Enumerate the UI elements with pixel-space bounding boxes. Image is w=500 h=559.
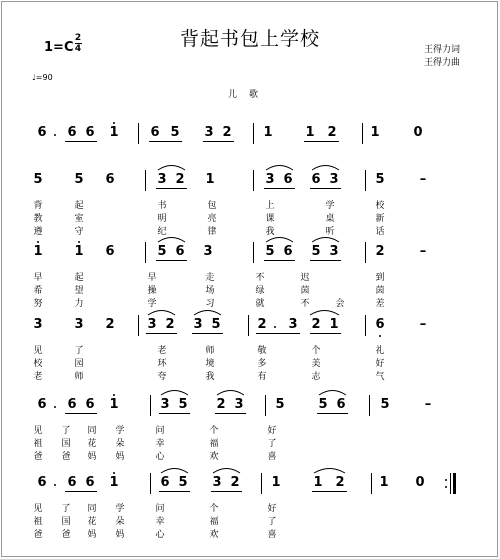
lyric-char: 幸 — [155, 517, 165, 527]
lyric-char: 见 — [33, 426, 43, 436]
note: 5 — [380, 397, 390, 412]
lyric-char: 起 — [74, 201, 84, 211]
lyric-char: 爸 — [61, 530, 71, 540]
lyric-char: 师 — [205, 346, 215, 356]
note: 1 — [109, 125, 119, 140]
note: 5 — [157, 244, 167, 259]
lyric-char: 老 — [33, 372, 43, 382]
lyric-char: 我 — [205, 372, 215, 382]
slur — [161, 391, 188, 396]
lyric-char: 习 — [205, 299, 215, 309]
lyric-char: 喜 — [267, 530, 277, 540]
lyric-char: 守 — [74, 227, 84, 237]
lyric-char: 了 — [61, 426, 71, 436]
note: 1 — [370, 125, 380, 140]
lyric-char: 花 — [87, 439, 97, 449]
lyric-char: 好 — [267, 426, 277, 436]
lyric-char: 了 — [74, 346, 84, 356]
note: 5 — [265, 244, 275, 259]
lyric-char: 有 — [257, 372, 267, 382]
note: 5 — [178, 397, 188, 412]
lyric-char: 会 — [335, 299, 345, 309]
lyric-char: 花 — [87, 517, 97, 527]
key-signature: 1=C — [44, 40, 74, 55]
lyric-char: 起 — [74, 273, 84, 283]
lyric-char: 走 — [205, 273, 215, 283]
lyric-char: 望 — [74, 286, 84, 296]
lyric-char: 了 — [267, 439, 277, 449]
lyric-char: 敬 — [257, 346, 267, 356]
note: 5 — [311, 244, 321, 259]
note: 3 — [288, 317, 298, 332]
lyric-char: 桌 — [325, 214, 335, 224]
lyric-char: 绿 — [255, 286, 265, 296]
lyric-char: 课 — [265, 214, 275, 224]
note: 5 — [74, 172, 84, 187]
note: 6 — [37, 475, 47, 490]
note: 3 — [193, 317, 203, 332]
lyric-char: 朵 — [115, 517, 125, 527]
lyric-char: 朵 — [115, 439, 125, 449]
lyric-char: 上 — [265, 201, 275, 211]
lyric-char: 心 — [155, 452, 165, 462]
lyric-char: 我 — [265, 227, 275, 237]
lyric-char: 福 — [209, 439, 219, 449]
lyric-char: 见 — [33, 346, 43, 356]
note: 2 — [105, 317, 115, 332]
note: 6 — [375, 317, 385, 332]
tempo-marking: ♩=90 — [32, 73, 53, 82]
note: 2 — [165, 317, 175, 332]
lyric-char: 力 — [74, 299, 84, 309]
lyric-char: 爸 — [61, 452, 71, 462]
note: 5 — [375, 172, 385, 187]
lyricist: 王得力词 — [424, 45, 461, 55]
lyric-char: 了 — [267, 517, 277, 527]
lyric-char: 个 — [209, 426, 219, 436]
slur — [194, 311, 221, 316]
note: 2 — [335, 475, 345, 490]
note: 2 — [327, 125, 337, 140]
meter-top: 2 — [74, 33, 82, 43]
note: 3 — [329, 244, 339, 259]
slur — [310, 311, 339, 316]
note: 6 — [105, 172, 115, 187]
note: 6 — [283, 172, 293, 187]
slur — [319, 391, 346, 396]
note: 5 — [318, 397, 328, 412]
lyric-char: 福 — [209, 517, 219, 527]
note: 0 — [415, 475, 425, 490]
lyric-char: 包 — [207, 201, 217, 211]
slur — [161, 469, 188, 474]
note: 6 — [175, 244, 185, 259]
lyric-char: 不 — [255, 273, 265, 283]
note: 3 — [157, 172, 167, 187]
lyric-char: 师 — [74, 372, 84, 382]
lyric-char: 幸 — [155, 439, 165, 449]
lyric-char: 问 — [155, 504, 165, 514]
lyric-char: 欢 — [209, 530, 219, 540]
note: 1 — [271, 475, 281, 490]
lyric-char: 环 — [157, 359, 167, 369]
lyric-char: 校 — [375, 201, 385, 211]
lyric-char: 园 — [74, 359, 84, 369]
note: 6 — [37, 125, 47, 140]
lyric-char: 早 — [147, 273, 157, 283]
lyric-char: 祖 — [33, 517, 43, 527]
lyric-char: 律 — [207, 227, 217, 237]
lyric-char: 夸 — [157, 372, 167, 382]
note: – — [424, 397, 432, 412]
note: 6 — [160, 475, 170, 490]
lyric-char: 努 — [33, 299, 43, 309]
lyric-char: 志 — [311, 372, 321, 382]
lyric-char: 妈 — [87, 452, 97, 462]
note: 3 — [234, 397, 244, 412]
note: 2 — [257, 317, 267, 332]
lyric-char: 好 — [267, 504, 277, 514]
lyric-char: 妈 — [87, 530, 97, 540]
lyric-char: 学 — [115, 426, 125, 436]
note: 5 — [178, 475, 188, 490]
note: – — [419, 244, 427, 259]
note: 3 — [74, 317, 84, 332]
lyric-char: 气 — [375, 372, 385, 382]
lyric-char: 场 — [205, 286, 215, 296]
lyric-char: 欢 — [209, 452, 219, 462]
lyric-char: 话 — [375, 227, 385, 237]
note: 1 — [313, 475, 323, 490]
note: 6 — [105, 244, 115, 259]
lyric-char: 纪 — [157, 227, 167, 237]
lyric-char: 心 — [155, 530, 165, 540]
note: 1 — [109, 397, 119, 412]
lyric-char: 到 — [375, 273, 385, 283]
note: – — [419, 172, 427, 187]
note: 1 — [109, 475, 119, 490]
note: 1 — [379, 475, 389, 490]
note: 2 — [311, 317, 321, 332]
slur — [312, 166, 339, 171]
lyric-char: 美 — [311, 359, 321, 369]
lyric-char: 爸 — [33, 530, 43, 540]
lyric-char: 教 — [33, 214, 43, 224]
note: 3 — [204, 125, 214, 140]
note: 3 — [160, 397, 170, 412]
lyric-char: 国 — [61, 439, 71, 449]
lyric-char: 个 — [311, 346, 321, 356]
lyric-char: 好 — [375, 359, 385, 369]
lyric-char: 就 — [255, 299, 265, 309]
lyric-char: 遵 — [33, 227, 43, 237]
note: 0 — [413, 125, 423, 140]
slur — [148, 311, 175, 316]
lyric-char: 见 — [33, 504, 43, 514]
lyric-char: 学 — [115, 504, 125, 514]
note: 6 — [85, 125, 95, 140]
note: 6 — [37, 397, 47, 412]
lyric-char: 操 — [147, 286, 157, 296]
lyric-char: 礼 — [375, 346, 385, 356]
slur — [266, 166, 293, 171]
note: 6 — [67, 125, 77, 140]
note: 3 — [265, 172, 275, 187]
lyric-char: 多 — [257, 359, 267, 369]
note: 6 — [311, 172, 321, 187]
slur — [266, 238, 293, 243]
note: 5 — [33, 172, 43, 187]
note: 5 — [170, 125, 180, 140]
note: 2 — [230, 475, 240, 490]
note: 3 — [329, 172, 339, 187]
note: 1 — [329, 317, 339, 332]
note: 6 — [85, 475, 95, 490]
note: 5 — [211, 317, 221, 332]
note: 5 — [275, 397, 285, 412]
note: 6 — [336, 397, 346, 412]
lyric-char: 妈 — [115, 530, 125, 540]
lyric-char: 学 — [147, 299, 157, 309]
slur — [213, 469, 240, 474]
lyric-char: 老 — [157, 346, 167, 356]
lyric-char: 差 — [375, 299, 385, 309]
lyric-char: 校 — [33, 359, 43, 369]
note: 2 — [175, 172, 185, 187]
note: 1 — [263, 125, 273, 140]
lyric-char: 新 — [375, 214, 385, 224]
lyric-char: 茵 — [375, 286, 385, 296]
note: 1 — [33, 244, 43, 259]
note: 2 — [375, 244, 385, 259]
lyric-char: 同 — [87, 504, 97, 514]
lyric-char: 茵 — [300, 286, 310, 296]
slur — [217, 391, 244, 396]
lyric-char: 问 — [155, 426, 165, 436]
note: 3 — [33, 317, 43, 332]
genre-subtitle: 儿歌 — [228, 90, 271, 100]
note: 6 — [67, 397, 77, 412]
song-title: 背起书包上学校 — [179, 28, 320, 50]
note: 6 — [85, 397, 95, 412]
meter-bottom: 4 — [74, 44, 82, 54]
lyric-char: 个 — [209, 504, 219, 514]
lyric-char: 明 — [157, 214, 167, 224]
note: – — [419, 317, 427, 332]
note: 2 — [216, 397, 226, 412]
lyric-char: 迟 — [300, 273, 310, 283]
lyric-char: 境 — [205, 359, 215, 369]
lyric-char: 早 — [33, 273, 43, 283]
lyric-char: 听 — [325, 227, 335, 237]
lyric-char: 书 — [157, 201, 167, 211]
note: 6 — [283, 244, 293, 259]
note: 1 — [74, 244, 84, 259]
lyric-char: 亮 — [207, 214, 217, 224]
lyric-char: 室 — [74, 214, 84, 224]
lyric-char: 了 — [61, 504, 71, 514]
note: 1 — [305, 125, 315, 140]
note: 3 — [147, 317, 157, 332]
note: 3 — [203, 244, 213, 259]
note: 2 — [222, 125, 232, 140]
lyric-char: 国 — [61, 517, 71, 527]
lyric-char: 祖 — [33, 439, 43, 449]
slur — [314, 469, 345, 474]
composer: 王得力曲 — [424, 58, 461, 68]
lyric-char: 背 — [33, 201, 43, 211]
lyric-char: 不 — [300, 299, 310, 309]
note: 6 — [150, 125, 160, 140]
note: 6 — [67, 475, 77, 490]
slur — [158, 238, 185, 243]
lyric-char: 爸 — [33, 452, 43, 462]
note: 3 — [212, 475, 222, 490]
note: 1 — [205, 172, 215, 187]
lyric-char: 喜 — [267, 452, 277, 462]
slur — [158, 166, 185, 171]
lyric-char: 学 — [325, 201, 335, 211]
slur — [312, 238, 339, 243]
lyric-char: 希 — [33, 286, 43, 296]
lyric-char: 同 — [87, 426, 97, 436]
lyric-char: 妈 — [115, 452, 125, 462]
